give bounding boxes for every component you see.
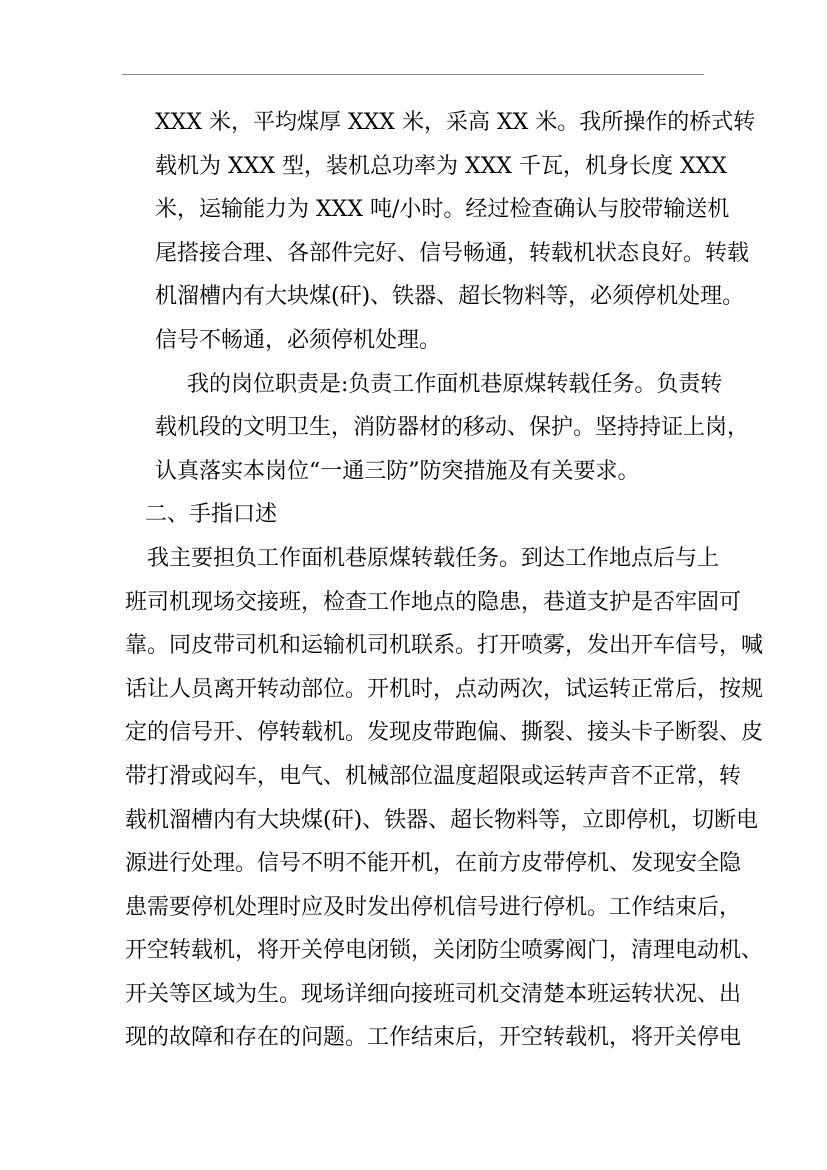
header-rule bbox=[122, 74, 704, 75]
text-line: 米，运输能力为 XXX 吨/小时。经过检查确认与胶带输送机 bbox=[155, 197, 730, 223]
text-line: 我主要担负工作面机巷原煤转载任务。到达工作地点后与上 bbox=[147, 545, 720, 571]
text-line: 认真落实本岗位“一通三防”防突措施及有关要求。 bbox=[155, 458, 640, 484]
section-heading-block bbox=[125, 493, 705, 537]
text-line: 载机为 XXX 型，装机总功率为 XXX 千瓦，机身长度 XXX bbox=[155, 153, 727, 179]
text-line: 开空转载机，将开关停电闭锁，关闭防尘喷雾阀门，清理电动机、 bbox=[125, 938, 764, 964]
text-line: 机溜槽内有大块煤(矸)、铁器、超长物料等，必须停机处理。 bbox=[155, 284, 745, 310]
paragraph-continued bbox=[125, 101, 756, 363]
text-line: 载机段的文明卫生，消防器材的移动、保护。坚持持证上岗， bbox=[155, 415, 750, 441]
text-line: 班司机现场交接班，检查工作地点的隐患，巷道支护是否牢固可 bbox=[125, 589, 742, 615]
text-line: 靠。同皮带司机和运输机司机联系。打开喷雾，发出开车信号，喊 bbox=[125, 633, 764, 659]
text-line: 我的岗位职责是:负责工作面机巷原煤转载任务。负责转 bbox=[187, 371, 723, 397]
text-line: 带打滑或闷车，电气、机械部位温度超限或运转声音不正常，转 bbox=[125, 763, 742, 789]
text-line: 尾搭接合理、各部件完好、信号畅通，转载机状态良好。转载 bbox=[155, 240, 750, 266]
text-line: 现的故障和存在的问题。工作结束后，开空转载机，将开关停电 bbox=[125, 1025, 742, 1051]
section-heading: 二、手指口述 bbox=[145, 502, 278, 528]
text-line: 载机溜槽内有大块煤(矸)、铁器、超长物料等，立即停机，切断电 bbox=[125, 807, 759, 833]
text-line: 话让人员离开转动部位。开机时，点动两次，试运转正常后，按规 bbox=[125, 676, 764, 702]
paragraph-finger bbox=[125, 537, 764, 1060]
text-line: 源进行处理。信号不明不能开机，在前方皮带停机、发现安全隐 bbox=[125, 851, 742, 877]
document-body bbox=[125, 101, 764, 1060]
paragraph-duties bbox=[125, 363, 750, 494]
text-line: 信号不畅通，必须停机处理。 bbox=[155, 327, 442, 353]
text-line: XXX 米，平均煤厚 XXX 米，采高 XX 米。我所操作的桥式转 bbox=[155, 110, 756, 135]
text-line: 定的信号开、停转载机。发现皮带跑偏、撕裂、接头卡子断裂、皮 bbox=[125, 720, 764, 746]
text-line: 患需要停机处理时应及时发出停机信号进行停机。工作结束后， bbox=[125, 894, 742, 920]
text-line: 开关等区域为生。现场详细向接班司机交清楚本班运转状况、出 bbox=[125, 981, 742, 1007]
